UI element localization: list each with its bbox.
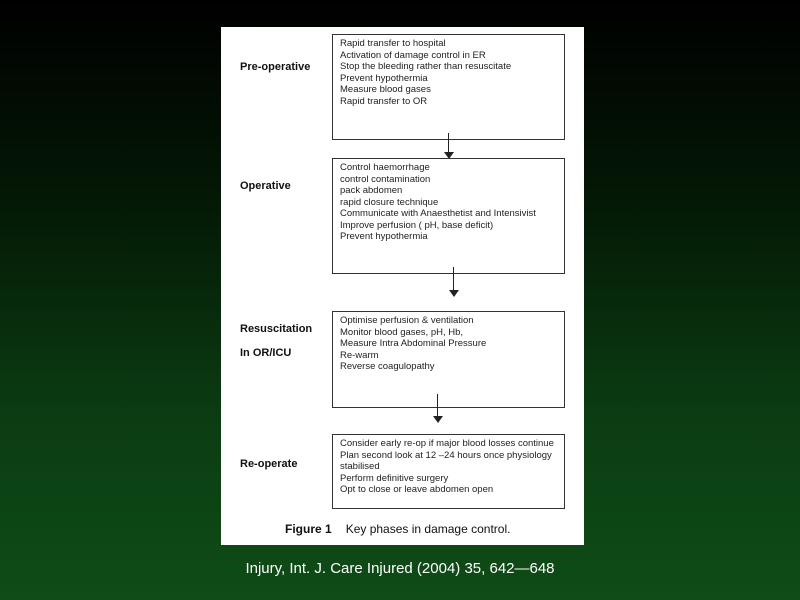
phase-label-operative: Operative xyxy=(240,180,291,192)
figure-caption-text: Key phases in damage control. xyxy=(345,522,511,536)
list-item: Rapid transfer to hospital xyxy=(340,38,446,49)
arrow-down-icon xyxy=(444,133,454,159)
citation: Injury, Int. J. Care Injured (2004) 35, 642—648 xyxy=(245,560,555,577)
list-item: Prevent hypothermia xyxy=(340,231,428,242)
list-item: Measure Intra Abdominal Pressure xyxy=(340,338,487,349)
list-item: Communicate with Anaesthetist and Intensivist xyxy=(340,208,536,219)
list-item: Plan second look at 12 –24 hours once physiology xyxy=(340,449,552,461)
phase-label-resuscitation: Resuscitation xyxy=(240,323,313,335)
list-item: Perform definitive surgery xyxy=(340,472,449,484)
damage-control-figure xyxy=(221,27,584,545)
arrow-down-icon xyxy=(433,394,443,423)
phase-box-operative xyxy=(332,158,565,274)
list-item: pack abdomen xyxy=(340,185,403,196)
arrow-down-icon xyxy=(449,267,459,297)
phase-label-in-or-icu: In OR/ICU xyxy=(240,347,292,359)
phase-box-re-operate xyxy=(332,434,565,509)
phase-box-resuscitation xyxy=(332,311,565,408)
phase-box-pre-operative xyxy=(332,34,565,140)
list-item: Monitor blood gases, pH, Hb, xyxy=(340,326,464,338)
phase-label-re-operate: Re-operate xyxy=(240,458,298,470)
list-item: Optimise perfusion & ventilation xyxy=(340,315,474,326)
list-item: Rapid transfer to OR xyxy=(340,95,428,107)
list-item: Prevent hypothermia xyxy=(340,72,428,84)
list-item: Reverse coagulopathy xyxy=(340,361,435,372)
list-item: Improve perfusion ( pH, base deficit) xyxy=(340,219,494,231)
list-item: control contamination xyxy=(340,173,431,185)
list-item: Consider early re-op if major blood losses continue xyxy=(340,438,554,449)
phase-label-pre-operative: Pre-operative xyxy=(240,61,311,73)
figure-number: Figure 1 xyxy=(285,522,332,536)
list-item: Measure blood gases xyxy=(340,84,431,95)
list-item: Stop the bleeding rather than resuscitate xyxy=(340,61,512,72)
figure-caption xyxy=(285,522,510,536)
list-item: Re-warm xyxy=(340,349,379,361)
list-item: rapid closure technique xyxy=(340,196,439,208)
list-item: Opt to close or leave abdomen open xyxy=(340,484,494,495)
list-item: Control haemorrhage xyxy=(340,162,430,173)
list-item: stabilised xyxy=(340,461,380,472)
list-item: Activation of damage control in ER xyxy=(340,49,486,61)
